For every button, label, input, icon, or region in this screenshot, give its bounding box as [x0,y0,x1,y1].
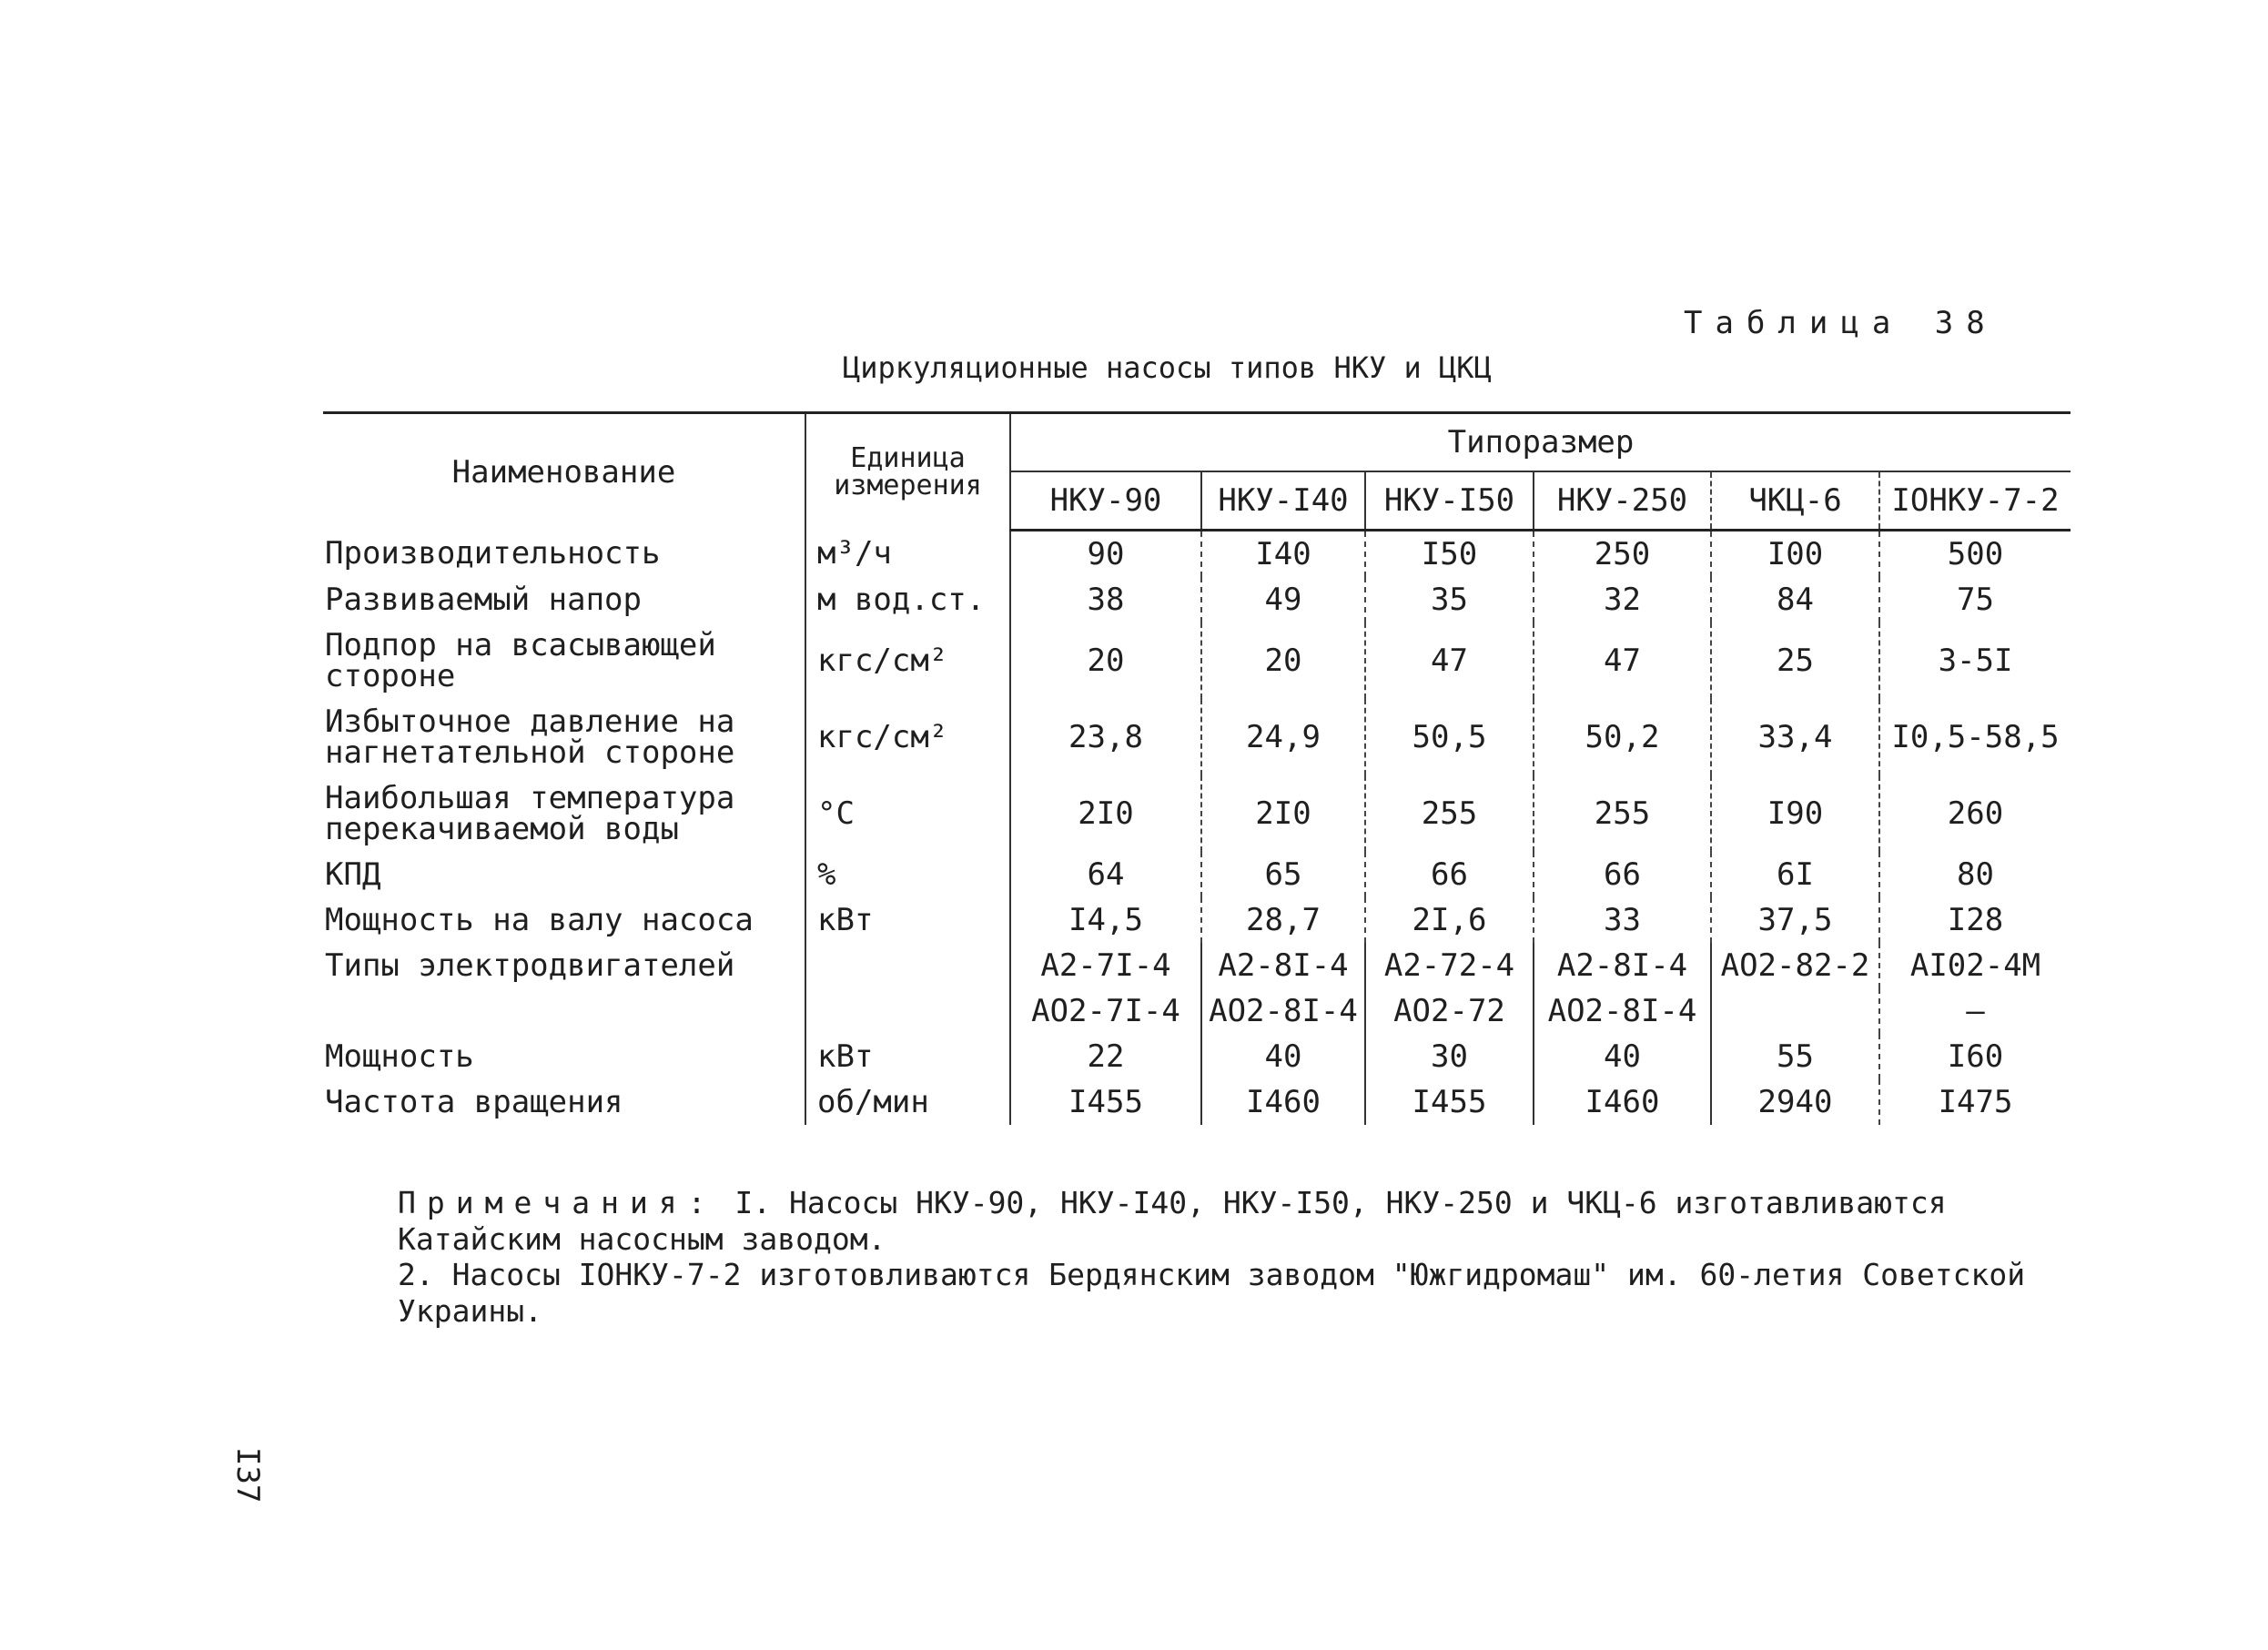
row-unit: кВт [805,897,1010,943]
value-cell: 49 [1201,577,1365,623]
table-row [323,699,2071,775]
value-cell: АО2-72 [1365,988,1534,1034]
note-1: I. Насосы НКУ-90, НКУ-I40, НКУ-I50, НКУ-250 и ЧКЦ-6 изготавливаются Катайским насосным заводом. [398,1185,1947,1257]
value-cell: I00 [1711,531,1879,578]
value-cell: 2I,6 [1365,897,1534,943]
row-name: Типы электродвигателей [325,947,735,984]
value-cell: 40 [1201,1034,1365,1079]
value-cell: I4,5 [1010,897,1201,943]
table-row [323,988,2071,1034]
value-cell: 50,5 [1365,699,1534,775]
table-row [323,531,2071,578]
value-cell: 255 [1534,775,1711,852]
value-cell: 2I0 [1010,775,1201,852]
value-cell: I455 [1365,1079,1534,1125]
row-name: КПД [325,856,381,893]
value-cell: 33 [1534,897,1711,943]
value-cell: 64 [1010,852,1201,897]
row-name: Частота вращения [325,1084,623,1120]
value-cell: 90 [1010,531,1201,578]
value-cell: – [1879,988,2071,1034]
value-cell: 30 [1365,1034,1534,1079]
row-unit: об/мин [805,1079,1010,1125]
value-cell: АО2-8I-4 [1201,988,1365,1034]
value-cell: 20 [1201,623,1365,699]
value-cell: 250 [1534,531,1711,578]
notes-label: Примечания: [398,1185,717,1220]
value-cell: 84 [1711,577,1879,623]
value-cell: 260 [1879,775,2071,852]
table-row [323,577,2071,623]
table-number: Таблица 38 [1684,305,1998,341]
note-2: 2. Насосы IОНКУ-7-2 изготовливаются Бердянским заводом "Южгидромаш" им. 60-летия Советской Украины. [398,1257,2026,1329]
header-name: Наименование [323,413,805,531]
value-cell: АО2-82-2 [1711,943,1879,988]
value-cell: 65 [1201,852,1365,897]
row-unit: м³/ч [805,531,1010,578]
pump-specs-table [323,411,2071,1125]
value-cell: А2-72-4 [1365,943,1534,988]
value-cell: 50,2 [1534,699,1711,775]
row-unit: % [805,852,1010,897]
value-cell: 500 [1879,531,2071,578]
table-row [323,1079,2071,1125]
value-cell: 20 [1010,623,1201,699]
header-size-group: Типоразмер [1010,413,2071,472]
row-name: Производительность [325,535,661,572]
table-row [323,1034,2071,1079]
table-row [323,943,2071,988]
value-cell: 2940 [1711,1079,1879,1125]
row-unit: кгс/см² [805,699,1010,775]
value-cell: 40 [1534,1034,1711,1079]
value-cell: 3-5I [1879,623,2071,699]
row-name: Мощность [325,1038,474,1075]
value-cell: 47 [1534,623,1711,699]
value-cell: I455 [1010,1079,1201,1125]
page-number: I37 [229,1447,266,1503]
value-cell: 255 [1365,775,1534,852]
value-cell: 66 [1534,852,1711,897]
value-cell: 33,4 [1711,699,1879,775]
header-size: НКУ-90 [1010,471,1201,531]
value-cell: 75 [1879,577,2071,623]
header-unit: Единица измерения [805,413,1010,531]
value-cell: I60 [1879,1034,2071,1079]
value-cell: 66 [1365,852,1534,897]
header-size: НКУ-I50 [1365,471,1534,531]
value-cell: 2I0 [1201,775,1365,852]
value-cell: 25 [1711,623,1879,699]
table-row [323,775,2071,852]
row-unit [805,988,1010,1034]
row-unit: кВт [805,1034,1010,1079]
value-cell: 55 [1711,1034,1879,1079]
row-name [323,988,805,1034]
value-cell: 38 [1010,577,1201,623]
row-unit: м вод.ст. [805,577,1010,623]
value-cell: I460 [1201,1079,1365,1125]
table-row [323,852,2071,897]
row-name: Подпор на всасывающей стороне [325,627,716,694]
value-cell: АО2-8I-4 [1534,988,1711,1034]
header-size: ЧКЦ-6 [1711,471,1879,531]
row-name: Наибольшая температура перекачиваемой воды [325,780,735,847]
value-cell: I50 [1365,531,1534,578]
value-cell: 35 [1365,577,1534,623]
value-cell [1711,988,1879,1034]
value-cell: I28 [1879,897,2071,943]
header-size: НКУ-I40 [1201,471,1365,531]
row-name: Мощность на валу насоса [325,902,754,938]
table-row [323,897,2071,943]
value-cell: А2-8I-4 [1201,943,1365,988]
value-cell: АI02-4М [1879,943,2071,988]
value-cell: А2-8I-4 [1534,943,1711,988]
value-cell: 24,9 [1201,699,1365,775]
row-unit [805,943,1010,988]
value-cell: 32 [1534,577,1711,623]
value-cell: АО2-7I-4 [1010,988,1201,1034]
notes [311,1185,2040,1329]
header-size: IОНКУ-7-2 [1879,471,2071,531]
row-unit: кгс/см² [805,623,1010,699]
value-cell: I0,5-58,5 [1879,699,2071,775]
value-cell: А2-7I-4 [1010,943,1201,988]
table-title: Циркуляционные насосы типов НКУ и ЦКЦ [843,350,1492,385]
value-cell: 6I [1711,852,1879,897]
row-name: Избыточное давление на нагнетательной стороне [325,704,735,771]
value-cell: 23,8 [1010,699,1201,775]
value-cell: 37,5 [1711,897,1879,943]
value-cell: I90 [1711,775,1879,852]
header-size: НКУ-250 [1534,471,1711,531]
table-row [323,623,2071,699]
value-cell: 28,7 [1201,897,1365,943]
row-unit: °С [805,775,1010,852]
value-cell: 47 [1365,623,1534,699]
value-cell: I475 [1879,1079,2071,1125]
value-cell: 80 [1879,852,2071,897]
value-cell: 22 [1010,1034,1201,1079]
value-cell: I460 [1534,1079,1711,1125]
row-name: Развиваемый напор [325,582,642,618]
value-cell: I40 [1201,531,1365,578]
